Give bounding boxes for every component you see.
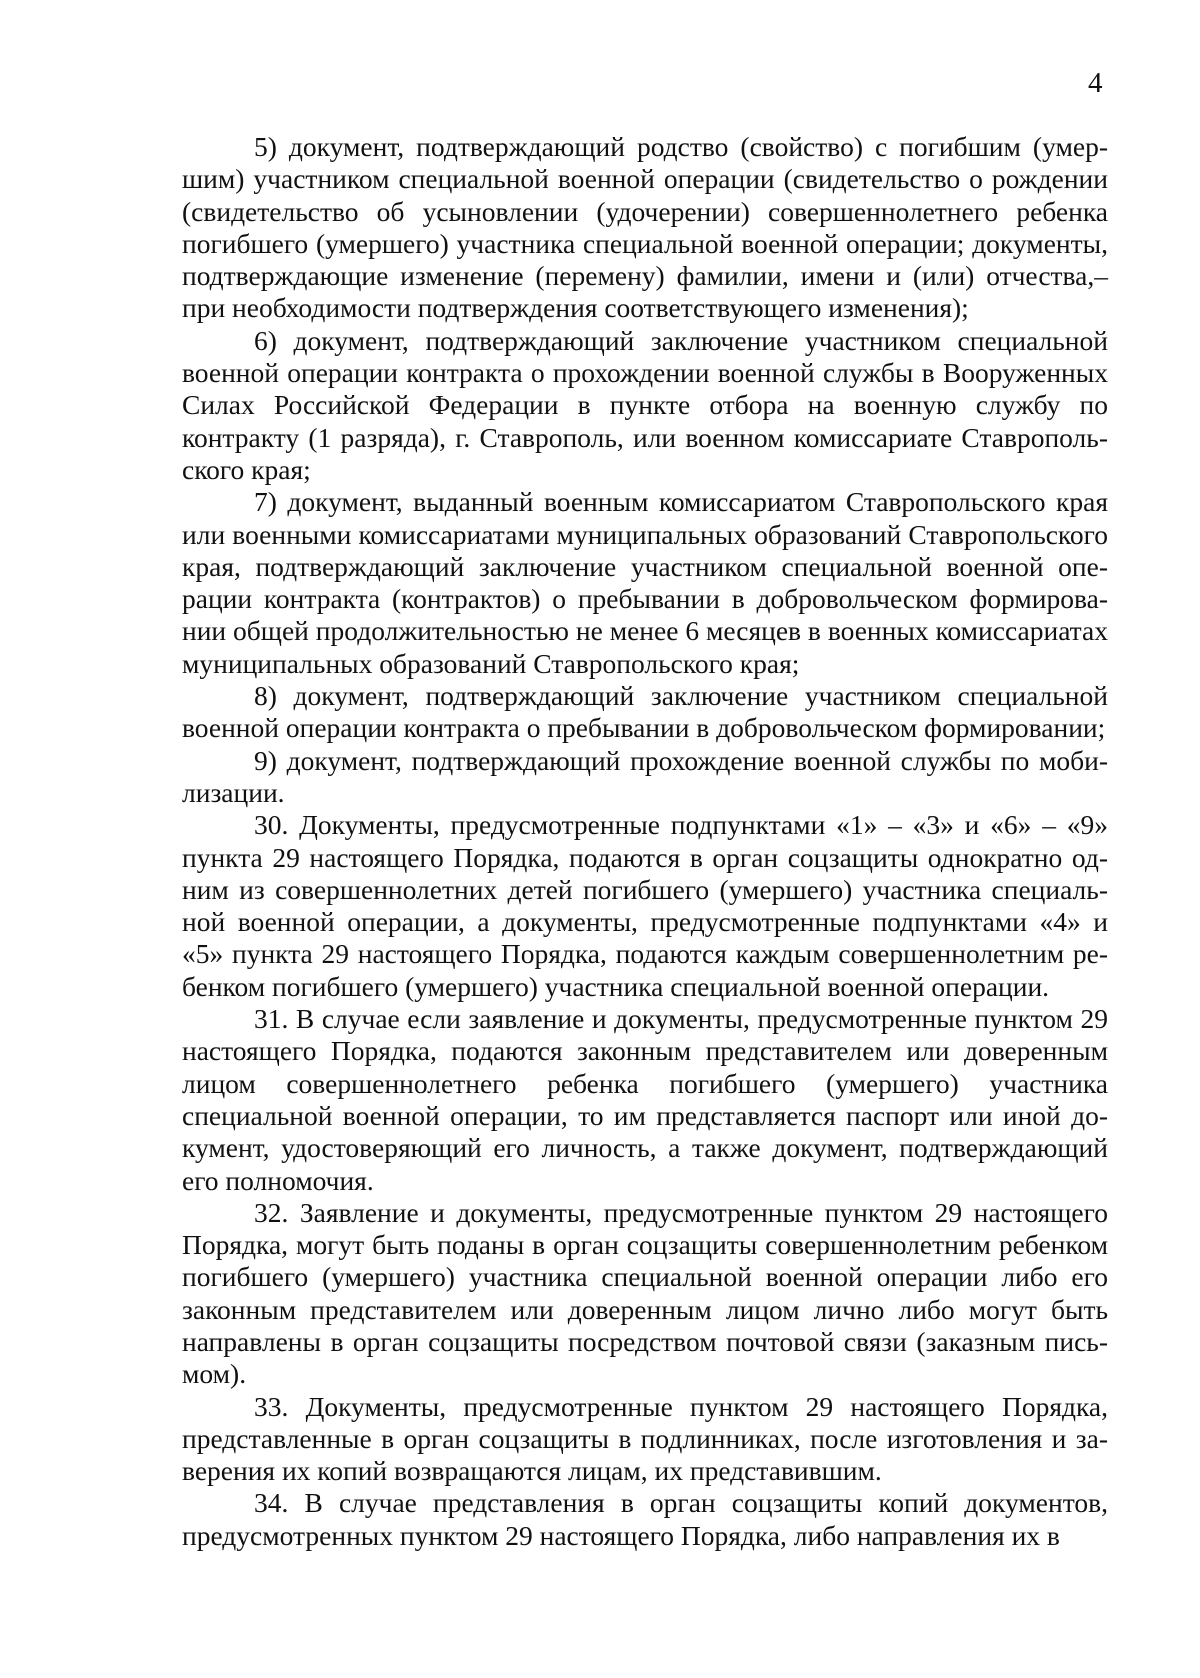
paragraph-item-6: 6) документ, подтверждающий заключение участником специальной военной операции контракта о прохождении военной службы в Вооруженных Силах Российской Федерации в пункте отбора на военную службу по контракту (1 разряда), г. Ставрополь, или военном комиссариате Ставропольского края; bbox=[182, 324, 1108, 485]
document-body bbox=[182, 131, 1108, 1552]
paragraph-item-7: 7) документ, выданный военным комиссариатом Ставропольского края или военными комиссариатами муниципальных образований Ставропольского края, подтверждающий заключение участником специальной военной операции контракта (контрактов) о пребывании в добровольческом формировании общей продолжительностью не менее 6 месяцев в военных комиссариатах муниципальных образований Ставропольского края; bbox=[182, 486, 1108, 679]
page-number: 4 bbox=[1088, 67, 1103, 99]
paragraph-item-5: 5) документ, подтверждающий родство (свойство) с погибшим (умершим) участником специальной военной операции (свидетельство о рождении (свидетельство об усыновлении (удочерении) совершеннолетнего ребенка погибшего (умершего) участника специальной военной операции; документы, подтверждающие изменение (перемену) фамилии, имени и (или) отчества,– при необходимости подтверждения соответствующего изменения); bbox=[182, 131, 1108, 324]
paragraph-item-9: 9) документ, подтверждающий прохождение военной службы по мобилизации. bbox=[182, 744, 1108, 808]
paragraph-clause-34: 34. В случае представления в орган соцзащиты копий документов, предусмотренных пунктом 29 настоящего Порядка, либо направления их в bbox=[182, 1487, 1108, 1551]
paragraph-clause-31: 31. В случае если заявление и документы, предусмотренные пунктом 29 настоящего Порядка, подаются законным представителем или доверенным лицом совершеннолетнего ребенка погибшего (умершего) участника специальной военной операции, то им представляется паспорт или иной документ, удостоверяющий его личность, а также документ, подтверждающий его полномочия. bbox=[182, 1003, 1108, 1196]
paragraph-item-8: 8) документ, подтверждающий заключение участником специальной военной операции контракта о пребывании в добровольческом формировании; bbox=[182, 680, 1108, 744]
paragraph-clause-32: 32. Заявление и документы, предусмотренные пунктом 29 настоящего Порядка, могут быть поданы в орган соцзащиты совершеннолетним ребенком погибшего (умершего) участника специальной военной операции либо его законным представителем или доверенным лицом лично либо могут быть направлены в орган соцзащиты посредством почтовой связи (заказным письмом). bbox=[182, 1196, 1108, 1390]
paragraph-clause-33: 33. Документы, предусмотренные пунктом 29 настоящего Порядка, представленные в орган соцзащиты в подлинниках, после изготовления и заверения их копий возвращаются лицам, их представившим. bbox=[182, 1390, 1108, 1487]
paragraph-clause-30: 30. Документы, предусмотренные подпунктами «1» – «3» и «6» – «9» пункта 29 настоящего Порядка, подаются в орган соцзащиты однократно одним из совершеннолетних детей погибшего (умершего) участника специальной военной операции, а документы, предусмотренные подпунктами «4» и «5» пункта 29 настоящего Порядка, подаются каждым совершеннолетним ребенком погибшего (умершего) участника специальной военной операции. bbox=[182, 809, 1108, 1002]
